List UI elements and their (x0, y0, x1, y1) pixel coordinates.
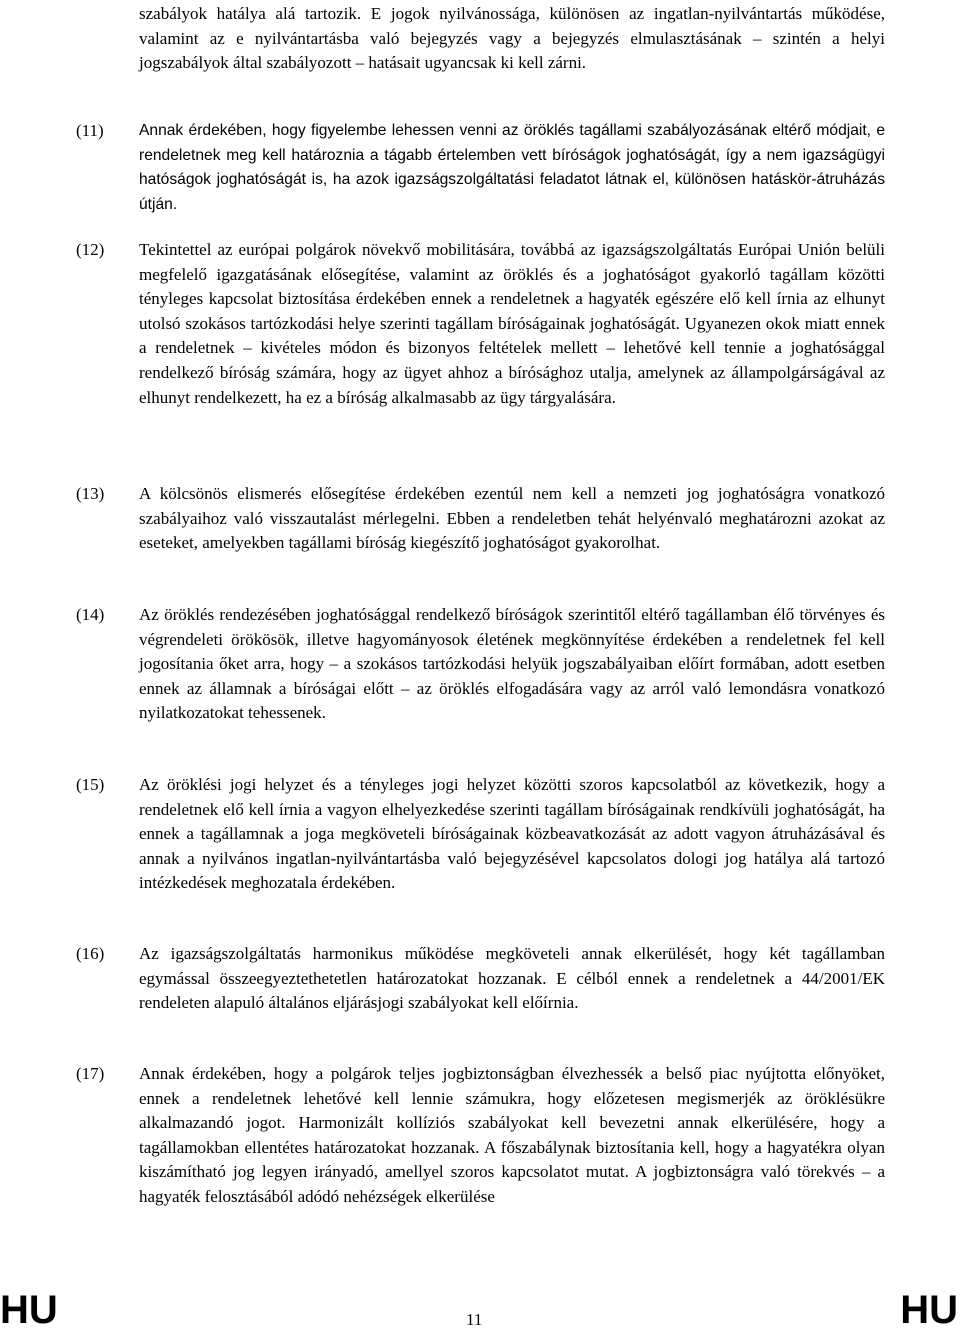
recital-number: (12) (76, 240, 105, 259)
recital-text: Annak érdekében, hogy figyelembe lehessen venni az öröklés tagállami szabályozásának eltérő módjait, e rendeletnek meg kell határoznia a tágabb értelemben vett bíróságok joghatóságát, így a nem igazságügyi hatóságok joghatóságát is, ha azok igazságszolgáltatási feladatot látnak el, különösen hatáskör-átruházás útján. (139, 122, 885, 213)
intro-paragraph: szabályok hatálya alá tartozik. E jogok nyilvánossága, különösen az ingatlan-nyilvántartás működése, valamint az e nyilvántartásba való bejegyzés vagy a bejegyzés elmulasztásának – szintén a helyi jogszabályok által szabályozott – hatásait ugyancsak ki kell zárni. (139, 4, 885, 73)
language-code-right: HU (900, 1288, 958, 1332)
recital-number: (15) (76, 775, 105, 794)
recital-number: (13) (76, 484, 105, 503)
page-number: 11 (466, 1310, 483, 1329)
recital-number: (17) (76, 1064, 105, 1083)
recital-text: Az igazságszolgáltatás harmonikus működése megköveteli annak elkerülését, hogy két tagállamban egymással összeegyeztethetetlen határozatokat hozzanak. E célból ennek a rendeletnek a 44/2001/EK rendeleten alapuló általános eljárásjogi szabályokat kell előírnia. (139, 944, 885, 1013)
recital-text: A kölcsönös elismerés elősegítése érdekében ezentúl nem kell a nemzeti jog joghatóságra vonatkozó szabályaihoz való visszautalást mérlegelni. Ebben a rendeletben tehát helyénvaló meghatározni azokat az eseteket, amelyekben tagállami bíróság kiegészítő joghatóságot gyakorolhat. (139, 484, 885, 553)
recital-text: Annak érdekében, hogy a polgárok teljes jogbiztonságban élvezhessék a belső piac nyújtotta előnyöket, ennek a rendeletnek lehetővé kell lennie számukra, hogy előzetesen megismerjék az öröklésükre alkalmazandó jogot. Harmonizált kollíziós szabályokat kell bevezetni annak elkerülésére, hogy a tagállamokban ellentétes határozatokat hozzanak. A főszabálynak biztosítania kell, hogy a hagyatékra olyan kiszámítható jog legyen irányadó, amellyel szoros kapcsolatot mutat. A jogbiztonságra való törekvés – a hagyaték felosztásából adódó nehézségek elkerülése (139, 1064, 885, 1206)
recital-text: Tekintettel az európai polgárok növekvő mobilitására, továbbá az igazságszolgáltatás Európai Unión belüli megfelelő igazgatásának elősegítése, valamint az öröklés és a joghatóságot gyakorló tagállam közötti tényleges kapcsolat biztosítása érdekében ennek a rendeletnek a hagyaték egészére elő kell írnia az elhunyt utolsó szokásos tartózkodási helye szerinti tagállam bíróságainak joghatóságát. Ugyanezen okok miatt ennek a rendeletnek – kivételes módon és bizonyos feltételek mellett – lehetővé kell tennie a joghatósággal rendelkező bíróság számára, hogy az ügyet ahhoz a bírósághoz utalja, amelynek az állampolgárságával az elhunyt rendelkezett, ha ez a bíróság alkalmasabb az ügy tárgyalására. (139, 240, 885, 407)
recital-number: (14) (76, 605, 105, 624)
recital-number: (11) (76, 121, 104, 140)
recital-number: (16) (76, 944, 105, 963)
recital-text: Az öröklés rendezésében joghatósággal rendelkező bíróságok szerintitől eltérő tagállamban élő törvényes és végrendeleti örökösök, illetve hagyományosok életének megkönnyítése érdekében a rendeletnek fel kell jogosítania őket arra, hogy – a szokásos tartózkodási helyük jogszabályaiban előírt formában, adott esetben ennek az államnak a bíróságai előtt – az öröklés elfogadására vagy az arról való lemondásra vonatkozó nyilatkozatokat tehessenek. (139, 605, 885, 723)
language-code-left: HU (0, 1288, 58, 1332)
recital-text: Az öröklési jogi helyzet és a tényleges jogi helyzet közötti szoros kapcsolatból az következik, hogy a rendeletnek elő kell írnia a vagyon elhelyezkedése szerinti tagállam bíróságainak rendkívüli joghatóságát, ha ennek a tagállamnak a joga megköveteli bíróságainak közbeavatkozását az adott vagyon átruházásával és annak a nyilvános ingatlan-nyilvántartásba való bejegyzésével kapcsolatos dologi jog hatálya alá tartozó intézkedések meghozatala érdekében. (139, 775, 885, 893)
